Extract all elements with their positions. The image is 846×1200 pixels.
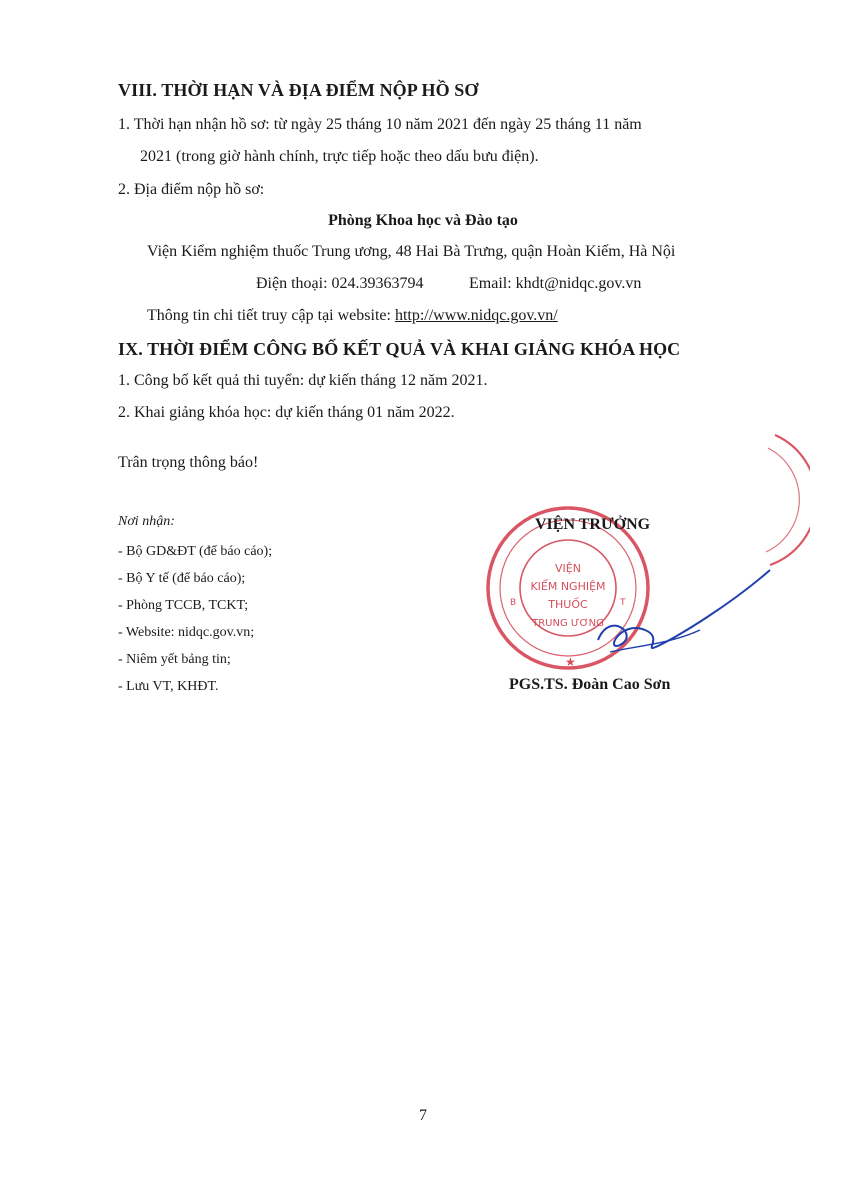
- svg-text:T: T: [620, 598, 626, 608]
- signature-title: VIỆN TRƯỞNG: [535, 516, 651, 533]
- signatory-name: PGS.TS. Đoàn Cao Sơn: [509, 676, 671, 693]
- section-8-item1-line1: 1. Thời hạn nhận hồ sơ: từ ngày 25 tháng 10 năm 2021 đến ngày 25 tháng 11 năm: [118, 116, 642, 133]
- section-8-heading: VIII. THỜI HẠN VÀ ĐỊA ĐIỂM NỘP HỒ SƠ: [118, 80, 479, 100]
- closing-text: Trân trọng thông báo!: [118, 454, 259, 471]
- page-number: 7: [419, 1107, 427, 1124]
- section-9-item1: 1. Công bố kết quả thi tuyển: dự kiến tháng 12 năm 2021.: [118, 372, 488, 389]
- recipient-item: - Lưu VT, KHĐT.: [118, 679, 219, 694]
- website-link[interactable]: http://www.nidqc.gov.vn/: [394, 307, 558, 324]
- svg-text:B: B: [510, 598, 517, 608]
- official-stamp: [470, 430, 810, 680]
- section-9-heading: IX. THỜI ĐIỂM CÔNG BỐ KẾT QUẢ VÀ KHAI GIẢNG KHÓA HỌC: [118, 339, 681, 359]
- office-address: Viện Kiểm nghiệm thuốc Trung ương, 48 Hai Bà Trưng, quận Hoàn Kiếm, Hà Nội: [147, 243, 676, 260]
- recipient-item: - Bộ Y tế (để báo cáo);: [118, 571, 246, 586]
- website-prefix: Thông tin chi tiết truy cập tại website:: [147, 307, 395, 324]
- section-9-item2: 2. Khai giảng khóa học: dự kiến tháng 01 năm 2022.: [118, 404, 455, 421]
- recipient-item: - Website: nidqc.gov.vn;: [118, 625, 255, 640]
- stamp-line-4: TRUNG ƯƠNG: [532, 618, 604, 629]
- office-name: Phòng Khoa học và Đào tạo: [328, 212, 518, 229]
- section-8-item2: 2. Địa điểm nộp hồ sơ:: [118, 181, 265, 198]
- recipient-item: - Bộ GD&ĐT (để báo cáo);: [118, 544, 273, 559]
- office-phone: Điện thoại: 024.39363794: [256, 275, 424, 292]
- recipient-item: - Niêm yết bảng tin;: [118, 652, 231, 667]
- stamp-line-2: KIỂM NGHIỆM: [530, 580, 606, 593]
- office-email: Email: khdt@nidqc.gov.vn: [469, 275, 642, 292]
- stamp-line-3: THUỐC: [548, 598, 588, 611]
- recipients-title: Nơi nhận:: [118, 514, 175, 529]
- website-line: [147, 307, 558, 325]
- stamp-line-1: VIỆN: [555, 562, 581, 575]
- recipient-item: - Phòng TCCB, TCKT;: [118, 598, 249, 613]
- section-8-item1-line2: 2021 (trong giờ hành chính, trực tiếp hoặc theo dấu bưu điện).: [140, 148, 539, 165]
- svg-text:★: ★: [565, 655, 576, 669]
